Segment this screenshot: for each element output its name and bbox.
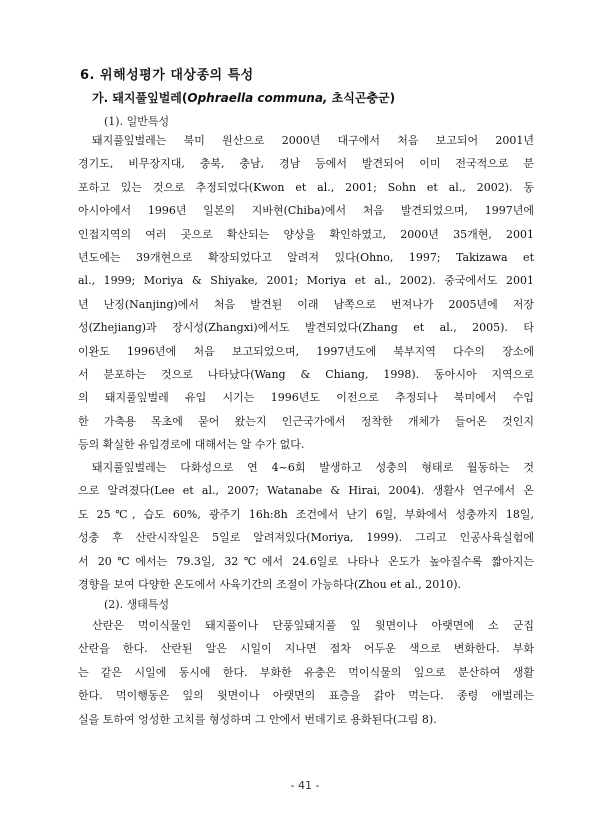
text-line: 도 25℃, 습도 60%, 광주기 16h:8h 조건에서 난기 6일, 부화에서 성충까지 18일,: [78, 507, 534, 521]
sub-title-prefix: 가. 돼지풀잎벌레(: [92, 91, 188, 105]
text-line: 인접지역의 여러 곳으로 확산되는 양상을 확인하였고, 2000년 35개현, 2001: [78, 227, 534, 241]
text-line: 돼지풀잎벌레는 다화성으로 연 4~6회 발생하고 성충의 형태로 월동하는 것: [92, 461, 534, 474]
paragraph-general-1: [78, 129, 534, 456]
text-line: 아시아에서 1996년 일본의 지바현(Chiba)에서 처음 발견되었으며, 1997년에: [78, 204, 534, 218]
text-line: 으로 알려졌다(Lee et al., 2007; Watanabe & Hirai, 2004). 생활사 연구에서 온: [78, 484, 534, 498]
text-line: al., 1999; Moriya & Shiyake, 2001; Moriya et al., 2002). 중국에서도 2001: [78, 274, 534, 288]
text-line: 산란은 먹이식물인 돼지풀이나 단풍잎돼지풀 잎 윗면이나 아랫면에 소 군집: [92, 619, 534, 632]
text-line: 성충 후 산란시작일은 5일로 알려져있다(Moriya, 1999). 그리고 인공사육실험에: [78, 531, 534, 545]
text-line: 돼지풀잎벌레는 북미 원산으로 2000년 대구에서 처음 보고되어 2001년: [92, 134, 534, 147]
text-line: 이완도 1996년에 처음 보고되었으며, 1997년도에 북부지역 다수의 장소에: [78, 344, 534, 358]
text-line: 포하고 있는 것으로 추정되었다(Kwon et al., 2001; Sohn et al., 2002). 동: [78, 180, 534, 194]
page-number: - 41 -: [290, 779, 320, 792]
paragraph-general-2: [78, 456, 534, 596]
sub-title-suffix: 초식곤충군): [327, 91, 396, 105]
text-line: 년 난징(Nanjing)에서 처음 발견된 이래 남쪽으로 번져나가 2005년에 저장: [78, 297, 534, 311]
section-title: 6. 위해성평가 대상종의 특성: [80, 68, 254, 83]
text-line: 서 분포하는 것으로 나타났다(Wang & Chiang, 1998). 동아시아 지역으로: [78, 367, 534, 381]
text-line: 의 돼지풀잎벌레 유입 시기는 1996년도 이전으로 추정되나 북미에서 수입: [78, 391, 534, 405]
text-line: 한다. 먹이행동은 잎의 윗면이나 아랫면의 표층을 갉아 먹는다. 종령 애벌레는: [78, 689, 534, 703]
text-line: 경기도, 비무장지대, 충북, 충남, 경남 등에서 발견되어 이미 전국적으로 분: [78, 157, 534, 171]
text-line: 년도에는 39개현으로 확장되었다고 알려져 있다(Ohno, 1997; Takizawa et: [78, 250, 534, 264]
heading-ecological-characteristics: (2). 생태특성: [104, 598, 170, 611]
text-line: 산란을 한다. 산란된 알은 시일이 지나면 점차 어두운 색으로 변화한다. 부화: [78, 642, 534, 656]
heading-general-characteristics: (1). 일반특성: [104, 115, 170, 128]
text-line: 서 20℃에서는 79.3일, 32℃에서 24.6일로 나타나 온도가 높아질수록 짧아지는: [78, 554, 534, 568]
text-line: 성(Zhejiang)과 장시성(Zhangxi)에서도 발견되었다(Zhang et al., 2005). 타: [78, 321, 534, 335]
text-line: 실을 토하여 엉성한 고치를 형성하며 그 안에서 번데기로 용화된다(그림 8).: [78, 712, 437, 726]
text-line: 한 가축용 목초에 묻어 왔는지 인근국가에서 정착한 개체가 들어온 것인지: [78, 414, 534, 428]
species-name: Ophraella communa,: [187, 91, 328, 105]
text-line: 는 같은 시일에 동시에 한다. 부화한 유충은 먹이식물의 잎으로 분산하여 생활: [78, 665, 534, 679]
text-line: 등의 확실한 유입경로에 대해서는 알 수가 없다.: [78, 438, 305, 452]
sub-title: [92, 89, 395, 106]
paragraph-ecology: [78, 614, 534, 731]
text-line: 경향을 보여 다양한 온도에서 사육기간의 조절이 가능하다(Zhou et al., 2010).: [78, 577, 461, 591]
